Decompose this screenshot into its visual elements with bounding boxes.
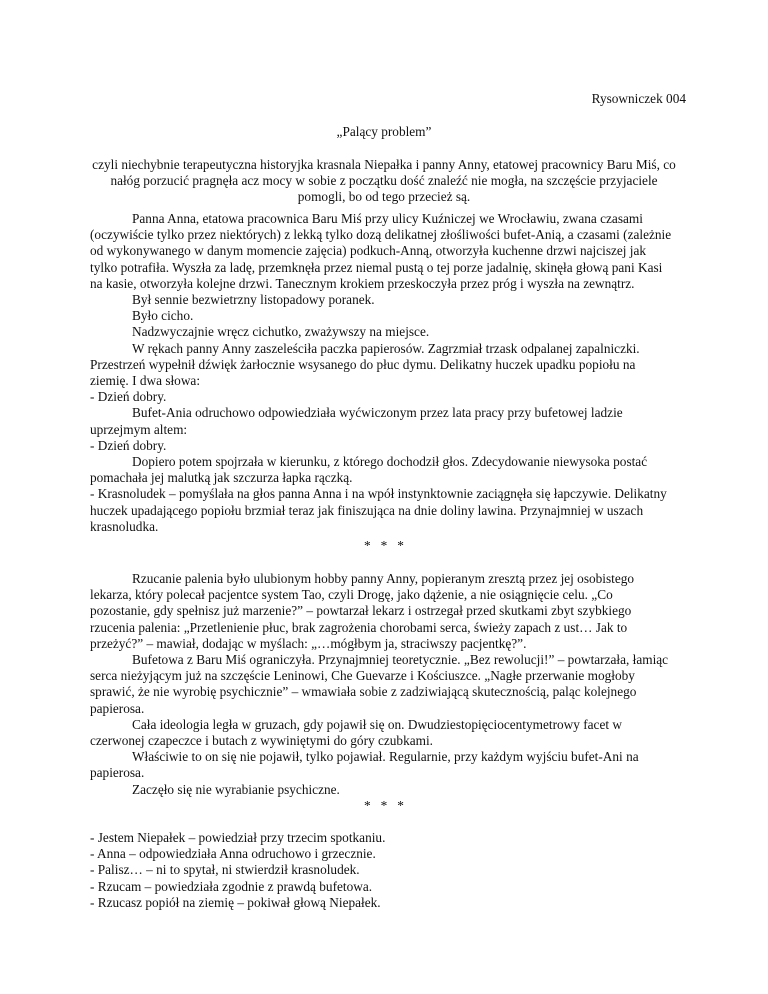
story-subtitle: czyli niechybnie terapeutyczna historyjka krasnala Niepałka i panny Anny, etatowej pracownicy Baru Miś, co nałóg porzucić pragnęła acz mocy w sobie z początku dość znaleźć nie mogła, na szczęście przyjaciele pomogli, bo od tego przecież są.	[92, 157, 676, 205]
paragraph: - Krasnoludek – pomyślała na głos panna Anna i na wpół instynktownie zaciągnęła się łapczywie. Delikatny huczek upadającego popiołu brzmiał teraz jak finiszująca na dnie doliny lawina. Przynajmniej w uszach krasnoludka.	[90, 486, 667, 534]
paragraph: Był sennie bezwietrzny listopadowy poranek.	[132, 292, 375, 308]
paragraph: Bufetowa z Baru Miś ograniczyła. Przynajmniej teoretycznie. „Bez rewolucji!” – powtarzała, łamiąc serca nieżyjącym już na szczęście Leninowi, Che Guevarze i Kościuszce. „Nagłe przerwanie mogłoby sprawić, że nie wyrobię psychicznie” – wmawiała sobie z zadziwiającą skutecznością, paląc kolejnego papierosa.	[90, 652, 669, 716]
paragraph: Było cicho.	[132, 308, 194, 324]
section-separator: * * *	[364, 538, 404, 553]
dialogue-line: - Rzucam – powiedziała zgodnie z prawdą bufetowa.	[90, 878, 373, 894]
paragraph: - Dzień dobry.	[90, 437, 167, 453]
section-2	[90, 571, 674, 798]
paragraph: Rzucanie palenia było ulubionym hobby panny Anny, popieranym zresztą przez jej osobistego lekarza, który polecał pacjentce system Tao, czyli Drogę, jako dążenie, a nie osiągnięcie celu. „Co pozostanie, gdy spełnisz już marzenie?” – powtarzał lekarz i ostrzegał przed skutkami zbyt szybkiego rzucenia palenia: „Przetlenienie płuc, brak zagrożenia chorobami serca, świeży zapach z ust… Jak to przeżyć?” – mawiał, dodając w myślach: „…mógłbym ja, straciwszy pacjentkę?”.	[90, 571, 635, 651]
dialogue-line: - Anna – odpowiedziała Anna odruchowo i grzecznie.	[90, 846, 376, 862]
paragraph: Dopiero potem spojrzała w kierunku, z którego dochodził głos. Zdecydowanie niewysoka postać pomachała jej malutką jak szczurza łapka rączką.	[90, 454, 648, 486]
document-id: Rysowniczek 004	[591, 91, 686, 106]
paragraph: - Dzień dobry.	[90, 389, 167, 405]
paragraph: Cała ideologia legła w gruzach, gdy pojawił się on. Dwudziestopięciocentymetrowy facet w czerwonej czapeczce i butach z wywiniętymi do góry czubkami.	[90, 716, 622, 749]
paragraph: Bufet-Ania odruchowo odpowiedziała wyćwiczonym przez lata pracy przy bufetowej ladzie uprzejmym altem:	[90, 405, 623, 437]
dialogue-line: - Palisz… – ni to spytał, ni stwierdził krasnoludek.	[90, 862, 360, 878]
paragraph: W rękach panny Anny zaszeleściła paczka papierosów. Zagrzmiał trzask odpalanej zapalniczki. Przestrzeń wypełnił dźwięk żarłocznie wsysanego do płuc dymu. Delikatny huczek upadku popiołu na ziemię. I dwa słowa:	[90, 340, 640, 389]
dialogue-line: - Jestem Niepałek – powiedział przy trzecim spotkaniu.	[90, 830, 386, 845]
story-title: „Palący problem”	[336, 124, 432, 139]
dialogue-line: - Rzucasz popiół na ziemię – pokiwał głową Niepałek.	[90, 894, 381, 910]
section-separator: * * *	[364, 798, 404, 813]
paragraph: Panna Anna, etatowa pracownica Baru Miś przy ulicy Kuźniczej we Wrocławiu, zwana czasami (oczywiście tylko przez niektórych) z lekką tylko dozą delikatnej złośliwości bufet-Anią, a czasami (zależnie od wykonywanego w danym momencie zajęcia) podkuch-Anną, otworzyła kuchenne drzwi najciszej jak tylko potrafiła. Wyszła za ladę, przemknęła przez niemal pustą o tej porze jadalnię, skinęła głową pani Kasi na kasie, otworzyła kolejne drzwi. Tanecznym krokiem przeskoczyła przez próg i wyszła na zewnątrz.	[90, 211, 672, 291]
section-3	[90, 830, 674, 911]
paragraph: Właściwie to on się nie pojawił, tylko pojawiał. Regularnie, przy każdym wyjściu bufet-Ani na papierosa.	[90, 749, 639, 781]
paragraph: Zaczęło się nie wyrabianie psychiczne.	[132, 781, 340, 797]
section-1	[90, 211, 674, 535]
paragraph: Nadzwyczajnie wręcz cichutko, zważywszy na miejsce.	[132, 324, 430, 340]
